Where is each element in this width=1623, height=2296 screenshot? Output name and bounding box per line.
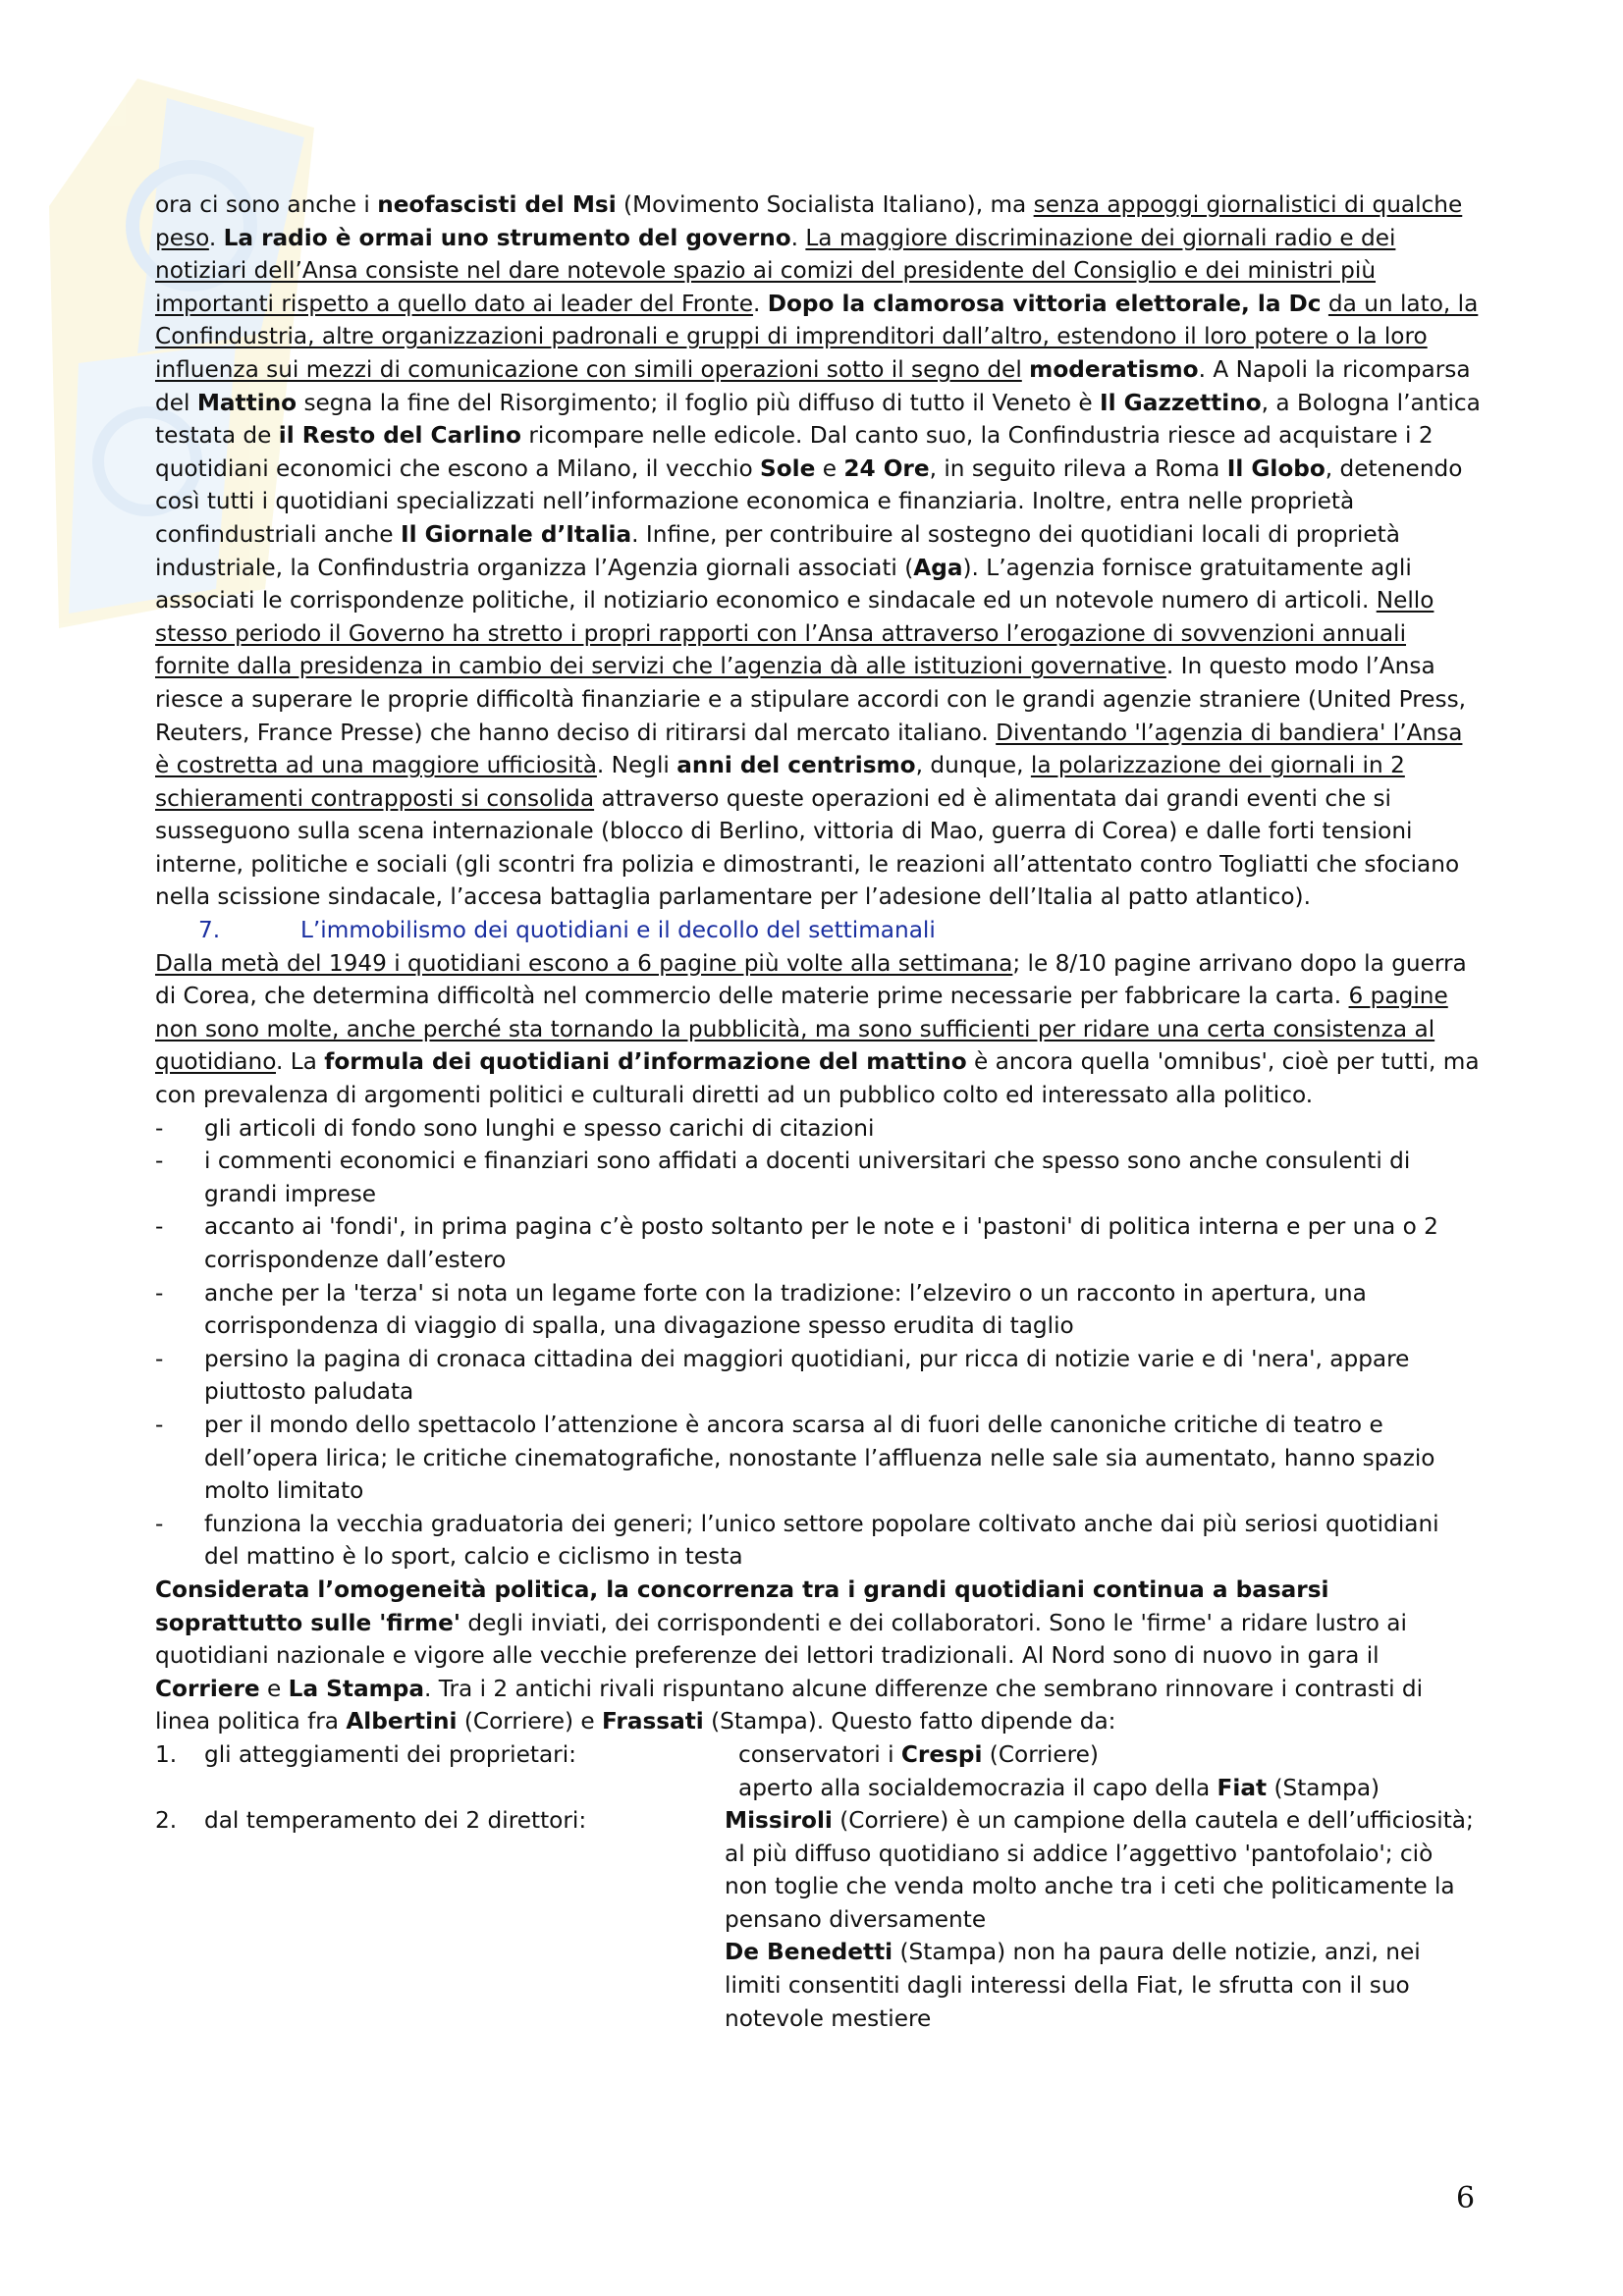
page-number: 6	[1456, 2181, 1476, 2216]
list-item: - persino la pagina di cronaca cittadina dei maggiori quotidiani, pur ricca di notizie varie e di 'nera', appare piuttosto paludata	[155, 1345, 1410, 1406]
numbered-list	[155, 1738, 1481, 2035]
paragraph-three: Considerata l’omogeneità politica, la concorrenza tra i grandi quotidiani continua a basarsi soprattutto sulle 'firme' degli inviati, dei corrispondenti e dei collaboratori. Sono le 'firme' a ridare lustro ai quotidiani nazionale e vigore alle vecchie preferenze dei lettori tradizionali. Al Nord sono di nuovo in gara il Corriere e La Stampa. Tra i 2 antichi rivali rispuntano alcune differenze che sembrano rinnovare i contrasti di linea politica fra Albertini (Corriere) e Frassati (Stampa). Questo fatto dipende da:	[155, 1575, 1424, 1735]
list-item: - per il mondo dello spettacolo l’attenzione è ancora scarsa al di fuori delle canoniche critiche di teatro e dell’opera lirica; le critiche cinematografiche, nonostante l’affluenza nelle sale sia aumentato, hanno spazio molto limitato	[155, 1411, 1435, 1505]
list-label: dal temperamento dei 2 direttori:	[204, 1807, 587, 1835]
intro-paragraph: ora ci sono anche i neofascisti del Msi (Movimento Socialista Italiano), ma senza appoggi giornalistici di qualche peso. La radio è ormai uno strumento del governo. La maggiore discriminazione dei giornali radio e dei notiziari dell’Ansa consiste nel dare notevole spazio ai comizi del presidente del Consiglio e dei ministri più importanti rispetto a quello dato ai leader del Fronte. Dopo la clamorosa vittoria elettorale, la Dc da un lato, la Confindustria, altre organizzazioni padronali e gruppi di imprenditori dall’altro, estendono il loro potere o la loro influenza sui mezzi di comunicazione con simili operazioni sotto il segno del moderatismo. A Napoli la ricomparsa del Mattino segna la fine del Risorgimento; il foglio più diffuso di tutto il Veneto è Il Gazzettino, a Bologna l’antica testata de il Resto del Carlino ricompare nelle edicole. Dal canto suo, la Confindustria riesce ad acquistare i 2 quotidiani economici che escono a Milano, il vecchio Sole e 24 Ore, in seguito rileva a Roma Il Globo, detenendo così tutti i quotidiani specializzati nell’informazione economica e finanziaria. Inoltre, entra nelle proprietà confindustriali anche Il Giornale d’Italia. Infine, per contribuire al sostegno dei quotidiani locali di proprietà industriale, la Confindustria organizza l’Agenzia giornali associati (Aga). L’agenzia fornisce gratuitamente agli associati le corrispondenze politiche, il notiziario economico e sindacale ed un notevole numero di articoli. Nello stesso periodo il Governo ha stretto i propri rapporti con l’Ansa attraverso l’erogazione di sovvenzioni annuali fornite dalla presidenza in cambio dei servizi che l’agenzia dà alle istituzioni governative. In questo modo l’Ansa riesce a superare le proprie difficoltà finanziarie e a stipulare accordi con le grandi agenzie straniere (United Press, Reuters, France Presse) che hanno deciso di ritirarsi dal mercato italiano. Diventando 'l’agenzia di bandiera' l’Ansa è costretta ad una maggiore ufficiosità. Negli anni del centrismo, dunque, la polarizzazione dei giornali in 2 schieramenti contrapposti si consolida attraverso queste operazioni ed è alimentata dai grandi eventi che si susseguono sulla scena internazionale (blocco di Berlino, vittoria di Mao, guerra di Corea) e dalle forti tensioni interne, politiche e sociali (gli scontri fra polizia e dimostranti, le reazioni all’attentato contro Togliatti che sfociano nella scissione sindacale, l’accesa battaglia parlamentare per l’adesione dell’Italia al patto atlantico).	[155, 191, 1481, 911]
list-item: - gli articoli di fondo sono lunghi e spesso carichi di citazioni	[155, 1114, 875, 1142]
list-item: - i commenti economici e finanziari sono affidati a docenti universitari che spesso sono anche consulenti di grandi imprese	[155, 1148, 1411, 1207]
section-number: 7.	[198, 917, 221, 944]
bullet-list	[155, 1112, 1481, 1574]
paragraph-two: Dalla metà del 1949 i quotidiani escono a 6 pagine più volte alla settimana; le 8/10 pagine arrivano dopo la guerra di Corea, che determina difficoltà nel commercio delle materie prime necessarie per fabbricare la carta. 6 pagine non sono molte, anche perché sta tornando la pubblicità, ma sono sufficienti per ridare una certa consistenza al quotidiano. La formula dei quotidiani d’informazione del mattino è ancora quella 'omnibus', cioè per tutti, ma con prevalenza di argomenti politici e culturali diretti ad un pubblico colto ed interessato alla politico.	[155, 949, 1480, 1109]
section-heading	[155, 914, 1481, 947]
section-title: L’immobilismo dei quotidiani e il decollo del settimanali	[300, 917, 936, 944]
list-detail: Missiroli (Corriere) è un campione della cautela e dell’ufficiosità; al più diffuso quotidiano si addice l’aggettivo 'pantofolaio'; ciò non toglie che venda molto anche tra i ceti che politicamente la pensano diversamente De Benedetti (Stampa) non ha paura delle notizie, anzi, nei limiti consentiti dagli interessi della Fiat, le sfrutta con il suo notevole mestiere	[725, 1807, 1474, 2032]
list-number: 2.	[155, 1807, 178, 1835]
list-item: - anche per la 'terza' si nota un legame forte con la tradizione: l’elzeviro o un racconto in apertura, una corrispondenza di viaggio di spalla, una divagazione spesso erudita di taglio	[155, 1279, 1367, 1340]
list-number: 1.	[155, 1740, 178, 1768]
list-detail: conservatori i Crespi (Corriere) aperto alla socialdemocrazia il capo della Fiat (Stampa)	[738, 1740, 1380, 1801]
document-body	[155, 188, 1481, 2035]
list-item: - funziona la vecchia graduatoria dei generi; l’unico settore popolare coltivato anche dai più seriosi quotidiani del mattino è lo sport, calcio e ciclismo in testa	[155, 1510, 1439, 1571]
list-item: - accanto ai 'fondi', in prima pagina c’è posto soltanto per le note e i 'pastoni' di politica interna e per una o 2 corrispondenze dall’estero	[155, 1213, 1438, 1273]
list-label: gli atteggiamenti dei proprietari:	[204, 1740, 576, 1768]
